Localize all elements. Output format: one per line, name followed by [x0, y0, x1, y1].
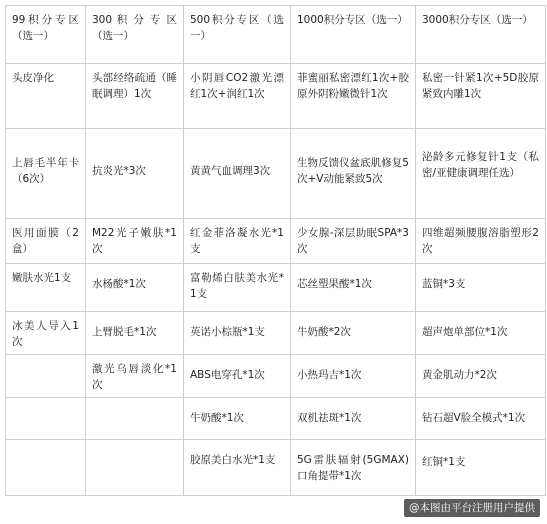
table-cell — [86, 440, 184, 496]
table-cell: 泌龄多元修复针1支（私密/亚健康调理任选） — [416, 129, 546, 219]
table-cell: M22光子嫩肤*1次 — [86, 219, 184, 264]
table-cell: 生物反馈仪盆底肌修复5次+V动能紧致5次 — [291, 129, 416, 219]
table-cell: 嫩肤水光1支 — [6, 264, 86, 312]
table-cell: 富勒烯白肤美水光*1支 — [184, 264, 291, 312]
table-cell: 头皮净化 — [6, 64, 86, 129]
header-cell-300: 300 积 分 专 区（选一） — [86, 6, 184, 64]
table-cell: 四维超频腰腹溶脂塑形2次 — [416, 219, 546, 264]
points-table — [5, 5, 546, 496]
table-row — [6, 219, 546, 264]
table-cell: 芯丝塑果酸*1次 — [291, 264, 416, 312]
table-cell: 水杨酸*1次 — [86, 264, 184, 312]
table-cell: 红金菲洛凝水光*1支 — [184, 219, 291, 264]
table-cell — [6, 398, 86, 440]
table-cell: 菲蜜丽私密漂红1次+胶原外阴粉嫩微针1次 — [291, 64, 416, 129]
table-row — [6, 312, 546, 355]
table-row — [6, 355, 546, 398]
table-row — [6, 440, 546, 496]
table-cell — [6, 440, 86, 496]
table-cell: 抗炎光*3次 — [86, 129, 184, 219]
table-cell: 牛奶酸*1次 — [184, 398, 291, 440]
table-row — [6, 264, 546, 312]
table-cell: 黄黄气血调理3次 — [184, 129, 291, 219]
table-row — [6, 129, 546, 219]
table-cell: 钻石超V脸全模式*1次 — [416, 398, 546, 440]
header-cell-3000: 3000积分专区（选一） — [416, 6, 546, 64]
table-cell: 蓝铜*3支 — [416, 264, 546, 312]
table-row — [6, 64, 546, 129]
table-cell: 激光乌唇淡化*1次 — [86, 355, 184, 398]
table-cell: 英诺小棕瓶*1支 — [184, 312, 291, 355]
watermark: @本图由平台注册用户提供 — [404, 499, 540, 517]
header-cell-99: 99积分专区（选一） — [6, 6, 86, 64]
table-cell: 5G雷肤辐射(5GMAX)口角提带*1次 — [291, 440, 416, 496]
table-cell: 上臂脱毛*1次 — [86, 312, 184, 355]
table-cell: 双机祛斑*1次 — [291, 398, 416, 440]
header-row — [6, 6, 546, 64]
table-cell: 冰美人导入1次 — [6, 312, 86, 355]
table-row — [6, 398, 546, 440]
table-cell: ABS电穿孔*1次 — [184, 355, 291, 398]
table-cell: 小阴唇CO2激光漂红1次+润红1次 — [184, 64, 291, 129]
table-cell: 超声炮单部位*1次 — [416, 312, 546, 355]
table-cell: 医用面膜（2盒） — [6, 219, 86, 264]
table-cell: 小热玛吉*1次 — [291, 355, 416, 398]
header-cell-500: 500积分专区（选一） — [184, 6, 291, 64]
table-cell: 牛奶酸*2次 — [291, 312, 416, 355]
table-cell: 黄金肌动力*2次 — [416, 355, 546, 398]
header-cell-1000: 1000积分专区（选一） — [291, 6, 416, 64]
table-cell: 少女腺-深层助眠SPA*3次 — [291, 219, 416, 264]
table-cell: 上唇毛半年卡（6次） — [6, 129, 86, 219]
table-cell: 红铜*1支 — [416, 440, 546, 496]
table-cell — [6, 355, 86, 398]
table-cell: 胶原美白水光*1支 — [184, 440, 291, 496]
table-cell: 私密一针紧1次+5D胶原紧致内雕1次 — [416, 64, 546, 129]
table-cell: 头部经络疏通（睡眠调理）1次 — [86, 64, 184, 129]
table-cell — [86, 398, 184, 440]
